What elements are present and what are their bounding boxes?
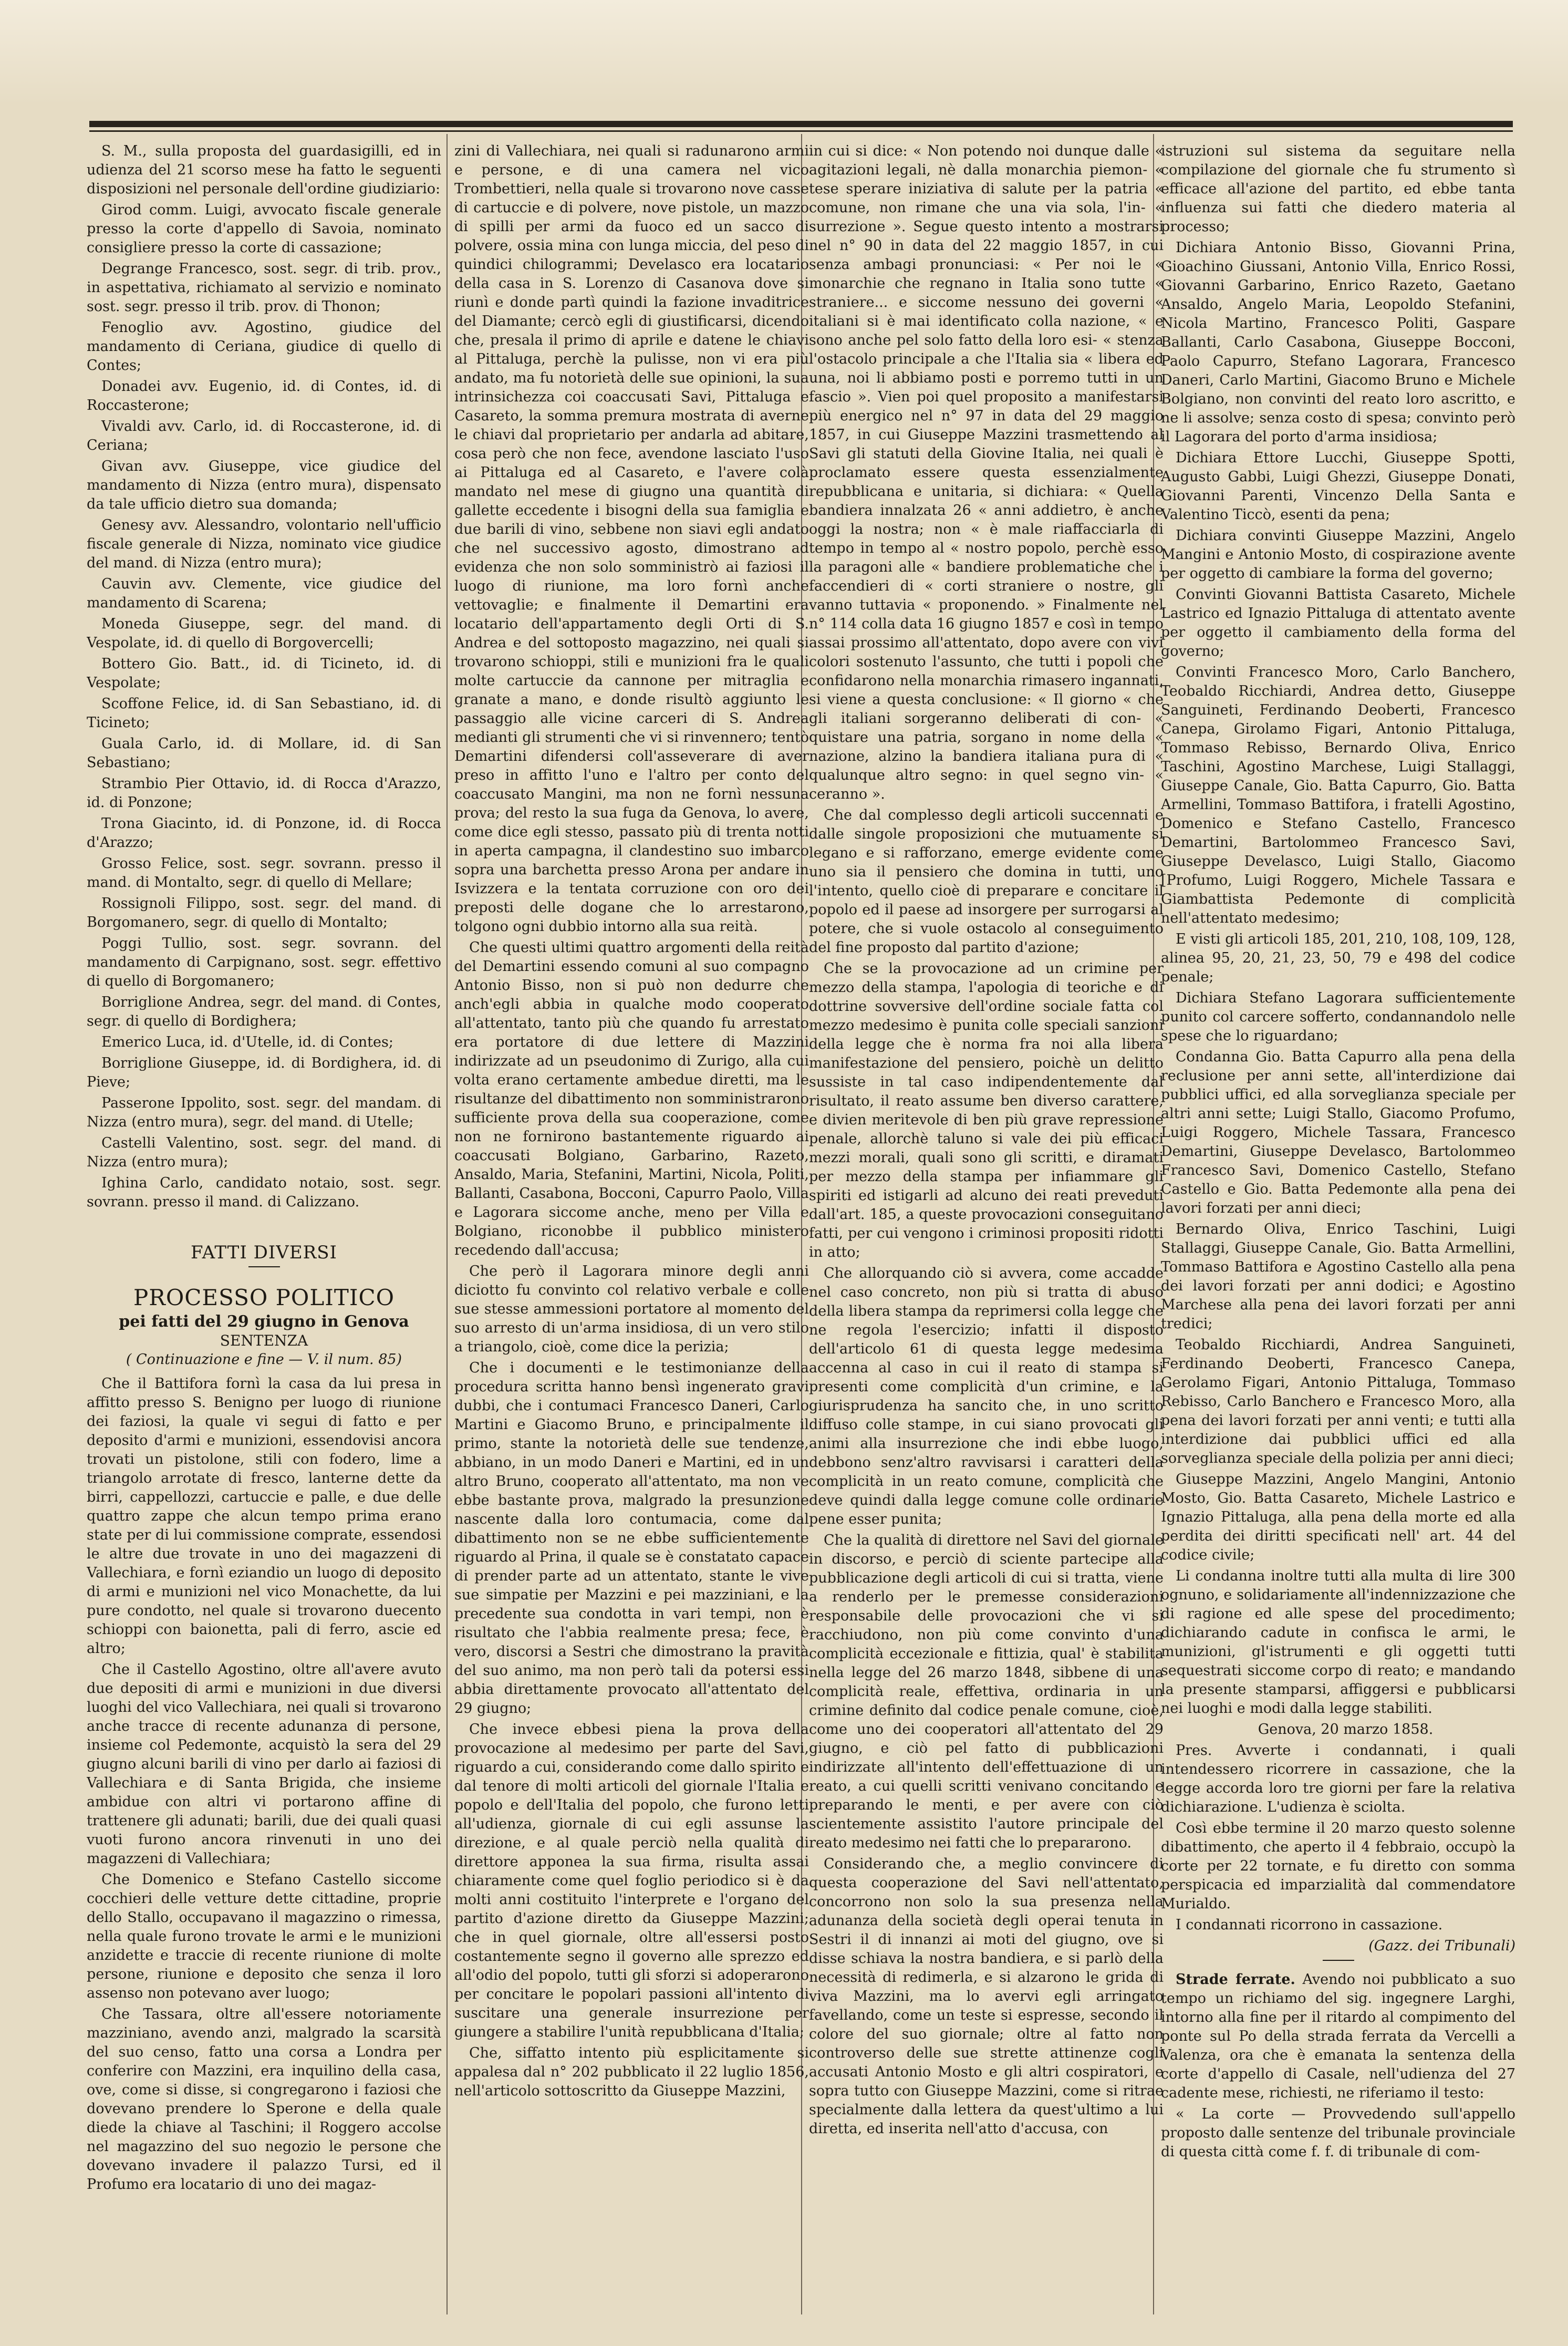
paragraph: Guala Carlo, id. di Mollare, id. di San Sebastiano; [87, 736, 441, 771]
paragraph: Grosso Felice, sost. segr. sovrann. presso il mand. di Montalto, segr. di quello di Mellare; [87, 855, 441, 891]
paragraph: Li condanna inoltre tutti alla multa di lire 300 ognuno, e solidariamente all'indennizzazione che di ragione ed alle spese del procedimento; dichiarando cadute in confisca le armi, le munizioni, gl'istrumenti e gli oggetti tutti sequestrati siccome corpo di reato; e mandando la presente stamparsi, affiggersi e pubblicarsi nei luoghi e modi dalla legge stabiliti. [1161, 1568, 1515, 1717]
paragraph: Girod comm. Luigi, avvocato fiscale generale presso la corte d'appello di Savoia, nominato consigliere presso la corte di cassazione; [87, 202, 441, 256]
paragraph: Convinti Giovanni Battista Casareto, Michele Lastrico ed Ignazio Pittaluga di attentato avente per oggetto il cambiamento della forma del governo; [1161, 586, 1515, 659]
paragraph: Che invece ebbesi piena la prova della provocazione al medesimo per parte del Savi, riguardo a cui, considerando come dallo spirito e dal tenore di molti articoli del giornale l'Italia e popolo e dell'Italia del popolo, che furono letti all'udienza, giornale di cui egli assunse la direzione, e al quale perciò nella qualità di direttore apponea la sua firma, risulta assai chiaramente come quel foglio periodico si è da molti anni costituito l'interprete e l'organo del partito d'azione diretto da Giuseppe Mazzini; che in quel giornale, oltre all'essersi posto costantemente segno il governo alle sprezzo ed all'odio del popolo, tutti gli sforzi si adoperarono per concitare le popolari passioni all'intento di suscitare una generale insurrezione per giungere a stabilire l'unità repubblicana d'Italia; [454, 1721, 809, 2040]
column-4 [1161, 142, 1515, 2312]
paragraph: Dichiara Antonio Bisso, Giovanni Prina, Gioachino Giussani, Antonio Villa, Enrico Rossi, Giovanni Garbarino, Enrico Razeto, Gaetano Ansaldo, Angelo Maria, Leopoldo Stefanini, Nicola Martino, Francesco Politi, Gaspare Ballanti, Carlo Casabona, Giuseppe Bocconi, Paolo Capurro, Stefano Lagorara, Francesco Daneri, Carlo Martini, Giacomo Bruno e Michele Bolgiano, non convinti del reato loro ascritto, e ne li assolve; senza costo di spesa; convinto però il Lagorara del porto d'arma insidiosa; [1161, 240, 1515, 445]
paragraph: istruzioni sul sistema da seguitare nella compilazione del giornale che fu strumento sì efficace all'azione del partito, ed ebbe tanta influenza sui fatti che diedero materia al processo; [1161, 143, 1515, 235]
column-separator [446, 134, 448, 2314]
paragraph: Vivaldi avv. Carlo, id. di Roccasterone, id. di Ceriana; [87, 418, 441, 453]
paragraph: Emerico Luca, id. d'Utelle, id. di Contes; [101, 1034, 393, 1050]
paragraph: Che Tassara, oltre all'essere notoriamente mazziniano, avendo anzi, malgrado la scarsità del suo censo, fatto una corsa a Londra per conferire con Mazzini, era inquilino della casa, ove, come si disse, si congregarono i faziosi che dovevano prendere lo Sperone e della quale diede la chiave al Taschini; il Roggero accolse nel magazzino del suo negozio le persone che dovevano invadere il palazzo Tursi, ed il Profumo era locatario di uno dei magaz- [87, 2006, 441, 2193]
paragraph: Pres. Avverte i condannati, i quali intendessero ricorrere in cassazione, che la legge accorda loro tre giorni per fare la relativa dichiarazione. L'udienza è sciolta. [1161, 1742, 1515, 1815]
paragraph: E visti gli articoli 185, 201, 210, 108, 109, 128, alinea 95, 20, 21, 23, 50, 79 e 498 del codice penale; [1161, 931, 1515, 985]
paragraph: Strambio Pier Ottavio, id. di Rocca d'Arazzo, id. di Ponzone; [87, 776, 441, 811]
paragraph: « La corte — Provvedendo sull'appello proposto dalle sentenze del tribunale provinciale di questa città come f. f. di tribunale di com- [1161, 2106, 1515, 2160]
column-3 [809, 142, 1164, 2312]
paragraph-text: Avendo noi pubblicato a suo tempo un richiamo del sig. ingegnere Larghi, intorno alla fine per il ritardo al compimento del ponte sul Po della strada ferrata da Vercelli a Valenza, ora che è emanata la sentenza della corte d'appello di Casale, nell'udienza del 27 cadente mese, richiesti, ne riferiamo il testo: [1161, 1971, 1515, 2101]
paragraph: Che se la provocazione ad un crimine per mezzo della stampa, l'apologia di teoriche e di dottrine sovversive dell'ordine sociale fatta col mezzo medesimo è punita colle speciali sanzioni della legge che è norma fra noi alla libera manifestazione del pensiero, poichè un delitto sussiste in tal caso indipendentemente dal risultato, il reato assume ben diverso carattere, e divien meritevole di ben più grave repressione penale, allorchè taluno si vale dei più efficaci mezzi morali, quali sono gli scritti, e diramati per mezzo della stampa per infiammare gli spiriti ed istigarli ad alcuno dei reati preveduti dall'art. 185, a queste provocazioni conseguitano fatti, per cui vengono i criminosi propositi ridotti in atto; [809, 960, 1164, 1260]
paragraph: Ighina Carlo, candidato notaio, sost. segr. sovrann. presso il mand. di Calizzano. [87, 1175, 441, 1210]
paragraph: Che questi ultimi quattro argomenti della reità del Demartini essendo comuni al suo compagno Antonio Bisso, non si può non dedurre che anch'egli abbia in qualche modo cooperato all'attentato, tanto più che quando fu arrestato era portatore di due lettere di Mazzini indirizzate ad un pseudonimo di Zurigo, alla cui volta erano certamente ambedue diretti, ma le risultanze del dibattimento non somministrarono sufficiente prova della sua cooperazione, come non ne fornirono bastantemente riguardo ai coaccusati Bolgiano, Garbarino, Razeto, Ansaldo, Maria, Stefanini, Martini, Nicola, Politi, Ballanti, Casabona, Bocconi, Capurro Paolo, Villa e Lagorara siccome anche, meno per Villa e Bolgiano, riconobbe il pubblico ministero recedendo dall'accusa; [454, 939, 809, 1258]
paragraph-strade-ferrate [1161, 1970, 1515, 2103]
article-subheading-sentenza: SENTENZA [220, 1332, 308, 1349]
paragraph: Che i documenti e le testimonianze della procedura scritta hanno bensì ingenerato gravi dubbi, che i contumaci Francesco Daneri, Carlo Martini e Giacomo Bruno, e principalmente il primo, stante la notorietà delle sue tendenze, abbiano, in un modo Daneri e Martini, ed in un altro Bruno, cooperato all'attentato, ma non ve ebbe bastante prova, malgrado la presunzione nascente dalla loro contumacia, come dal dibattimento non se ne ebbe sufficientemente riguardo al Prina, il quale se è constatato capace di prender parte ad un attentato, stante le vive sue simpatie per Mazzini e pei mazziniani, e la precedente sua condotta in vari tempi, non è risultato che l'abbia realmente presa; fece, è vero, discorsi a Sestri che dimostrano la pravità del suo animo, ma non però tali da potersi essi abbia direttamente provocato all'attentato del 29 giugno; [454, 1360, 809, 1717]
column-1 [87, 142, 441, 2312]
paragraph: Trona Giacinto, id. di Ponzone, id. di Rocca d'Arazzo; [87, 815, 441, 851]
paragraph: I condannati ricorrono in cassazione. [1176, 1917, 1443, 1933]
paragraph: Poggi Tullio, sost. segr. sovrann. del mandamento di Carpignano, sost. segr. effettivo di quello di Borgomanero; [87, 935, 441, 989]
paragraph: Dichiara Stefano Lagorara sufficientemente punito col carcere sofferto, condannandolo nelle spese che lo riguardano; [1161, 990, 1515, 1044]
paragraph: Bottero Gio. Batt., id. di Ticineto, id. di Vespolate; [87, 656, 441, 691]
header-rule [89, 121, 1513, 127]
paragraph: Cauvin avv. Clemente, vice giudice del mandamento di Scarena; [87, 576, 441, 611]
paragraph: Così ebbe termine il 20 marzo questo solenne dibattimento, che aperto il 4 febbraio, occupò la corte per 22 tornate, e fu diretto con somma perspicacia ed imparzialità dal commendatore Murialdo. [1161, 1820, 1515, 1912]
paragraph: zini di Vallechiara, nei quali si radunarono armi e persone, e di una camera nel vico Trombettieri, nella quale si trovarono nove casse di cartuccie e di polvere, nove pistole, un mazzo di spilli per armi da fuoco ed un sacco di polvere, ossia mina con lunga miccia, del peso di quindici chilogrammi; Develasco era locatario della casa in S. Lorenzo di Casanova dove si riunì e donde partì quindi la fazione invaditrice del Diamante; cercò egli di giustificarsi, dicendo che, presala il primo di aprile e datene le chiavi al Pittaluga, perchè la pulisse, non vi era più andato, ma fu notorietà delle sue opinioni, la sua intrinsichezza coi coaccusati Savi, Pittaluga e Casareto, la somma premura mostrata di averne le chiavi dal proprietario per andarla ad abitare, cosa però che non fece, avendone lasciato l'uso ai Pittaluga ed al Casareto, e l'avere colà mandato nel mese di giugno una quantità di gallette eccedente i bisogni della sua famiglia e due barili di vino, sebbene non siavi egli andato che nel successivo agosto, dimostrano ad evidenza che non solo somministrò ai faziosi il luogo di riunione, ma loro fornì anche vettovaglie; e finalmente il Demartini era locatario dell'appartamento degli Orti di S. Andrea e del sottoposto magazzino, nei quali si trovarono schioppi, stili e munizioni fra le quali molte cartuccie da cannone per mitraglia e granate a mano, e donde risultò aggiunto le passaggio alle vicine carceri di S. Andrea medianti gli strumenti che vi si rinvennero; tentò Demartini difendersi coll'asseverare di aver preso in affitto l'uno e l'altro per conto del coaccusato Mangini, ma non ne fornì nessuna prova; del resto la sua fuga da Genova, lo avere, come dice egli stesso, passato più di trenta notti in aperta campagna, il clandestino suo imbarco sopra una barchetta presso Arona per andare in Isvizzera e la tentata corruzione con oro dei preposti delle dogane che lo arrestarono, tolgono ogni dubbio intorno alla sua reità. [454, 143, 809, 935]
paragraph: Moneda Giuseppe, segr. del mand. di Vespolate, id. di quello di Borgovercelli; [87, 616, 441, 651]
paragraph: Borriglione Giuseppe, id. di Bordighera, id. di Pieve; [87, 1055, 441, 1090]
article-lead-strade-ferrate: Strade ferrate. [1176, 1971, 1295, 1988]
paragraph: Giuseppe Mazzini, Angelo Mangini, Antonio Mosto, Gio. Batta Casareto, Michele Lastrico e Ignazio Pittaluga, alla pena della morte ed alla perdita dei diritti specificati nell' art. 44 del codice civile; [1161, 1471, 1515, 1563]
paragraph: Che Domenico e Stefano Castello siccome cocchieri delle vetture dette cittadine, proprie dello Stallo, occupavano il magazzino o rimessa, nella quale furono trovate le armi e le munizioni anzidette e traccie di recente riunione di molte persone, riunione e deposito che senza il loro assenso non potevano aver luogo; [87, 1872, 441, 2001]
column-2 [454, 142, 809, 2312]
paragraph: Condanna Gio. Batta Capurro alla pena della reclusione per anni sette, all'interdizione dai pubblici uffici, ed alla sorveglianza speciale per altri anni sette; Luigi Stallo, Giacomo Profumo, Luigi Roggero, Michele Tassara, Francesco Demartini, Giuseppe Develasco, Bartolommeo Francesco Savi, Domenico Castello, Stefano Castello e Gio. Batta Pedemonte alla pena dei lavori forzati per anni dieci; [1161, 1049, 1515, 1216]
paragraph: Degrange Francesco, sost. segr. di trib. prov., in aspettativa, richiamato al servizio e nominato sost. segr. presso il trib. prov. di Thonon; [87, 261, 441, 315]
paragraph: Fenoglio avv. Agostino, giudice del mandamento di Ceriana, giudice di quello di Contes; [87, 319, 441, 374]
paragraph: Donadei avv. Eugenio, id. di Contes, id. di Roccasterone; [87, 378, 441, 414]
page-top-margin [0, 0, 1568, 105]
paragraph: Convinti Francesco Moro, Carlo Banchero, Teobaldo Ricchiardi, Andrea detto, Giuseppe Sanguineti, Ferdinando Deoberti, Francesco Canepa, Girolamo Figari, Antonio Pittaluga, Tommaso Rebisso, Bernardo Oliva, Enrico Taschini, Agostino Marchese, Luigi Stallaggi, Giuseppe Canale, Gio. Batta Capurro, Gio. Batta Armellini, Tommaso Battifora, i fratelli Agostino, Domenico e Stefano Castello, Francesco Demartini, Bartolommeo Francesco Savi, Giuseppe Develasco, Luigi Stallo, Giacomo [Profumo, Luigi Roggero, Michele Tassara e Giambattista Pedemonte di complicità nell'attentato medesimo; [1161, 664, 1515, 926]
paragraph: Che però il Lagorara minore degli anni diciotto fu convinto col relativo verbale e colle sue stesse ammessioni portatore al momento del suo arresto di un'arma insidiosa, di un vero stilo a triangolo, cioè, come dice la perizia; [454, 1263, 809, 1355]
paragraph: Teobaldo Ricchiardi, Andrea Sanguineti, Ferdinando Deoberti, Francesco Canepa, Gerolamo Figari, Antonio Pittaluga, Tommaso Rebisso, Carlo Banchero e Francesco Moro, alla pena dei lavori forzati per anni venti; e tutti alla interdizione dai pubblici uffici ed alla sorveglianza speciale della polizia per anni dieci; [1161, 1337, 1515, 1466]
paragraph: Bernardo Oliva, Enrico Taschini, Luigi Stallaggi, Giuseppe Canale, Gio. Batta Armellini, Tommaso Battifora e Agostino Castello alla pena dei lavori forzati per anni dodici; e Agostino Marchese alla pena dei lavori forzati per anni tredici; [1161, 1221, 1515, 1332]
paragraph: Che dal complesso degli articoli succennati e dalle singole proposizioni che mutuamente si legano e si rafforzano, emerge evidente come uno sia il pensiero che domina in tutti, uno l'intento, quello cioè di preparare e concitare il popolo ed il paese ad insorgere per surrogarsi al potere, che si vuole ostacolo al conseguimento del fine proposto dal partito d'azione; [809, 807, 1164, 956]
paragraph: Borriglione Andrea, segr. del mand. di Contes, segr. di quello di Bordighera; [87, 994, 441, 1029]
paragraph: Genesy avv. Alessandro, volontario nell'ufficio fiscale generale di Nizza, nominato vice giudice del mand. di Nizza (entro mura); [87, 517, 441, 571]
paragraph: in cui si dice: « Non potendo noi dunque dalle « agitazioni legali, nè dalla monarchia piemon- « tese sperare iniziativa di salute per la patria « comune, non rimane che una via sola, l'in- « surrezione ». Segue questo intento a mostrarsi nel n° 90 in data del 22 maggio 1857, in cui senza ambagi pronunciasi: « Per noi le « monarchie che regnano in Italia sono tutte « straniere... e siccome nessuno dei governi « italiani si è mai identificato colla nazione, « e sono anche pel solo fatto della loro esi- « stenza l'ostacolo principale a che l'Italia sia « libera ed una, noi li abbiamo posti e porremo tutti in un fascio ». Vien poi quel proposito a manifestarsi più energico nel n° 97 in data del 29 maggio 1857, in cui Giuseppe Mazzini trasmettendo al Savi gli statuti della Giovine Italia, nei quali è proclamato essere questa essenzialmente repubblicana e unitaria, si dichiara: « Quella bandiera innalzata 26 « anni addietro, è anche oggi la nostra; non « è male riaffacciarla di tempo in tempo al « nostro popolo, perchè esso la paragoni alle « bandiere problematiche che i faccendieri di « corti straniere o nostre, gli vanno tuttavia « proponendo. » Finalmente nel n° 114 colla data 16 giugno 1857 e così in tempo assai prossimo all'attentato, dopo avere con vivi colori sostenuto l'assunto, che tutti i popoli che confidarono nella monarchia rimasero ingannati, si viene a questa conclusione: « Il giorno « che gli italiani sorgeranno deliberati di con- « quistare una patria, sorgano in nome della « nazione, alzino la bandiera italiana pura di « qualunque altro segno: in quel segno vin- « ceranno ». [809, 143, 1164, 802]
paragraph: Che, siffatto intento più esplicitamente si appalesa dal n° 202 pubblicato il 22 luglio 1856, nell'articolo sottoscritto da Giuseppe Mazzini, [454, 2045, 809, 2099]
heading-rule [248, 1266, 280, 1267]
paragraph: Passerone Ippolito, sost. segr. del mandam. di Nizza (entro mura), segr. del mand. di Utelle; [87, 1095, 441, 1130]
article-title-processo-politico: PROCESSO POLITICO [133, 1285, 395, 1310]
paragraph: Dichiara Ettore Lucchi, Giuseppe Spotti, Augusto Gabbi, Luigi Ghezzi, Giuseppe Donati, Giovanni Parenti, Vincenzo Della Santa e Valentino Ticcò, esenti da pena; [1161, 450, 1515, 523]
article-subtitle: pei fatti del 29 giugno in Genova [119, 1312, 409, 1331]
paragraph: Givan avv. Giuseppe, vice giudice del mandamento di Nizza (entro mura), dispensato da tale ufficio dietro sua domanda; [87, 458, 441, 512]
paragraph: S. M., sulla proposta del guardasigilli, ed in udienza del 21 scorso mese ha fatto le seguenti disposizioni nel personale dell'ordine giudiziario: [87, 143, 441, 197]
section-heading-fatti-diversi: FATTI DIVERSI [191, 1242, 337, 1263]
header-rule-thin [89, 130, 1513, 132]
paragraph: Scoffone Felice, id. di San Sebastiano, id. di Ticineto; [87, 696, 441, 731]
paragraph: Che la qualità di direttore nel Savi del giornale in discorso, e perciò di sciente partecipe alla pubblicazione degli articoli di cui si tratta, viene a renderlo per le premesse considerazioni responsabile delle provocazioni che vi si racchiudono, non più come convinto d'una complicità eccezionale e fittizia, qual' è stabilita nella legge del 26 marzo 1848, sibbene di una complicità reale, effettiva, ordinaria in un crimine definito dal codice penale comune, cioè, come uno dei cooperatori all'attentato del 29 giugno, e ciò pel fatto di pubblicazioni indirizzate all'intento dell'effettuazione di un reato, a cui quelli scritti venivano concitando e preparando le menti, e per avere con ciò scientemente assistito l'autore principale del reato medesimo nei fatti che lo prepararono. [809, 1532, 1164, 1851]
paragraph: Che allorquando ciò si avvera, come accadde nel caso concreto, non più si tratta di abuso della libera stampa da reprimersi colla legge che ne regola l'esercizio; infatti il disposto dell'articolo 61 di questa legge medesima accenna al caso in cui il reato di stampa si presenti come complicità d'un crimine, e la giurisprudenza ha sancito che, in uno scritto diffuso colle stampe, in cui siano provocati gli animi alla insurrezione che indi ebbe luogo, debbono senz'altro ravvisarsi i caratteri della complicità in un reato comune, complicità che deve quindi dalla legge comune colle ordinarie pene esser punita; [809, 1265, 1164, 1527]
paragraph: Considerando che, a meglio convincere di questa cooperazione del Savi nell'attentato, concorrono non solo la sua presenza nella adunanza della società degli operai tenuta in Sestri il di innanzi ai moti del giugno, ove si disse schiava la nostra bandiera, e si parlò della necessità di redimerla, e si alzarono le grida di viva Mazzini, ma lo avervi egli arringato favellando, come un teste si espresse, secondo il colore del suo giornale; oltre al fatto non controverso delle sue strette attinenze cogli accusati Antonio Mosto e gli altri cospiratori, e sopra tutto con Giuseppe Mazzini, come si ritrae specialmente dalla lettera da quest'ultimo a lui diretta, ed inserita nell'atto d'accusa, con [809, 1856, 1164, 2137]
paragraph: Genova, 20 marzo 1858. [1258, 1721, 1434, 1738]
source-credit: (Gazz. dei Tribunali) [1368, 1938, 1515, 1954]
article-separator [1323, 1960, 1354, 1961]
paragraph: Che il Castello Agostino, oltre all'avere avuto due depositi di armi e munizioni in due diversi luoghi del vico Vallechiara, nei quali si trovarono anche tracce di recente adunanza di persone, insieme col Pedemonte, acquistò la sera del 29 giugno alcuni barili di vino per darlo ai faziosi di Vallechiara e di Santa Brigida, che insieme ambidue con altri vi portarono affine di trattenere gli adunati; barili, due dei quali quasi vuoti furono ancora rinvenuti in uno dei magazzeni di Vallechiara; [87, 1661, 441, 1867]
continuation-note: ( Continuazione e fine — V. il num. 85) [126, 1351, 402, 1368]
paragraph: Rossignoli Filippo, sost. segr. del mand. di Borgomanero, segr. di quello di Montalto; [87, 895, 441, 931]
paragraph: Castelli Valentino, sost. segr. del mand. di Nizza (entro mura); [87, 1135, 441, 1170]
paragraph: Dichiara convinti Giuseppe Mazzini, Angelo Mangini e Antonio Mosto, di cospirazione avente per oggetto di cambiare la forma del governo; [1161, 528, 1515, 582]
paragraph: Che il Battifora fornì la casa da lui presa in affitto presso S. Benigno per luogo di riunione dei faziosi, la quale vi segui di fatto e per deposito d'armi e munizioni, essendovisi ancora trovati un pistolone, stili con fodero, lime a triangolo arrotate di fresco, lanterne dette da birri, cappellozzi, cartuccie e palle, e due delle quattro zappe che alcun tempo prima erano state per di lui commissione comprate, essendosi le altre due trovate in uno dei magazzeni di Vallechiara, e fornì eziandio un luogo di deposito di armi e munizioni nel vico Monachette, da lui pure condotto, nel quale si trovarono duecento schioppi con baionetta, pali di ferro, ascie ed altro; [87, 1376, 441, 1657]
